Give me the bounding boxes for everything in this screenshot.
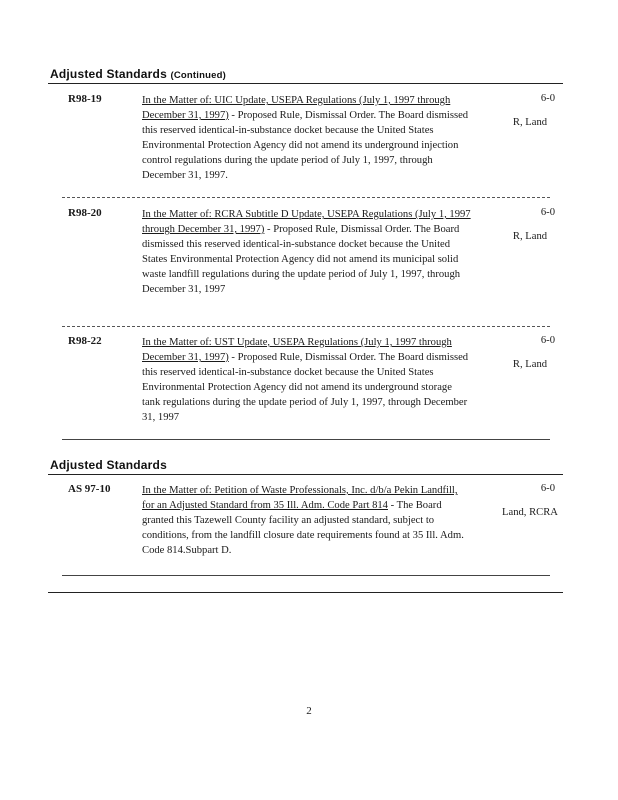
section-title-suffix: (Continued) <box>170 70 226 81</box>
entry-description <box>142 93 472 183</box>
entry-title: In the Matter of: UST Update, USEPA Regulations (July 1, 1997 through December 31, 1997) <box>142 337 452 363</box>
page-number: 2 <box>306 705 312 717</box>
row-divider <box>62 197 550 198</box>
entry-description <box>142 335 472 425</box>
docket-number: AS 97-10 <box>68 483 111 495</box>
bottom-rule <box>48 592 563 593</box>
entry-title: In the Matter of: Petition of Waste Professionals, Inc. d/b/a Pekin Landfill, for an Adjusted Standard from 35 Ill. Adm. Code Part 814 <box>142 485 458 511</box>
row-divider <box>62 326 550 327</box>
entry-title: In the Matter of: RCRA Subtitle D Update, USEPA Regulations (July 1, 1997 through December 31, 1997) <box>142 209 471 235</box>
entry-description <box>142 207 472 297</box>
vote-count: 6-0 <box>540 207 555 218</box>
category-label: R, Land <box>512 117 548 128</box>
section-title-main: Adjusted Standards <box>50 67 167 81</box>
section-title-adjusted-standards-continued <box>50 67 226 81</box>
section-title-adjusted-standards <box>50 458 167 472</box>
entry-title: In the Matter of: UIC Update, USEPA Regulations (July 1, 1997 through December 31, 1997) <box>142 95 451 121</box>
vote-count: 6-0 <box>540 93 555 104</box>
vote-count: 6-0 <box>540 483 555 494</box>
entry-body: - The Board granted this Tazewell County facility an adjusted standard, subject to conditions, from the landfill closure date requirements found at 35 Ill. Adm. Code 814.Subpart D. <box>142 500 464 556</box>
docket-number: R98-22 <box>68 335 102 347</box>
section-title-main: Adjusted Standards <box>50 458 167 472</box>
category-label: R, Land <box>512 231 548 242</box>
category-label: Land, RCRA <box>502 507 558 518</box>
docket-number: R98-19 <box>68 93 102 105</box>
entry-body: - Proposed Rule, Dismissal Order. The Board dismissed this reserved identical-in-substance docket because the United States Environmental Protection Agency did not amend its municipal solid waste landfill regulations during the update period of July 1, 1997, through December 31, 1997 <box>142 224 461 295</box>
entry-body: - Proposed Rule, Dismissal Order. The Board dismissed this reserved identical-in-substance docket because the United States Environmental Protection Agency did not amend its underground storage tank regulations during the update period of July 1, 1997, through December 31, 1997 <box>142 352 469 423</box>
section-rule <box>48 83 563 84</box>
entry-description <box>142 483 472 558</box>
row-divider <box>62 575 550 576</box>
docket-number: R98-20 <box>68 207 102 219</box>
vote-count: 6-0 <box>540 335 555 346</box>
entry-body: - Proposed Rule, Dismissal Order. The Board dismissed this reserved identical-in-substance docket because the United States Environmental Protection Agency did not amend its underground injection control regulations during the update period of July 1, 1997, through December 31, 1997. <box>142 110 469 181</box>
category-label: R, Land <box>512 359 548 370</box>
section-rule <box>48 474 563 475</box>
row-divider <box>62 439 550 440</box>
